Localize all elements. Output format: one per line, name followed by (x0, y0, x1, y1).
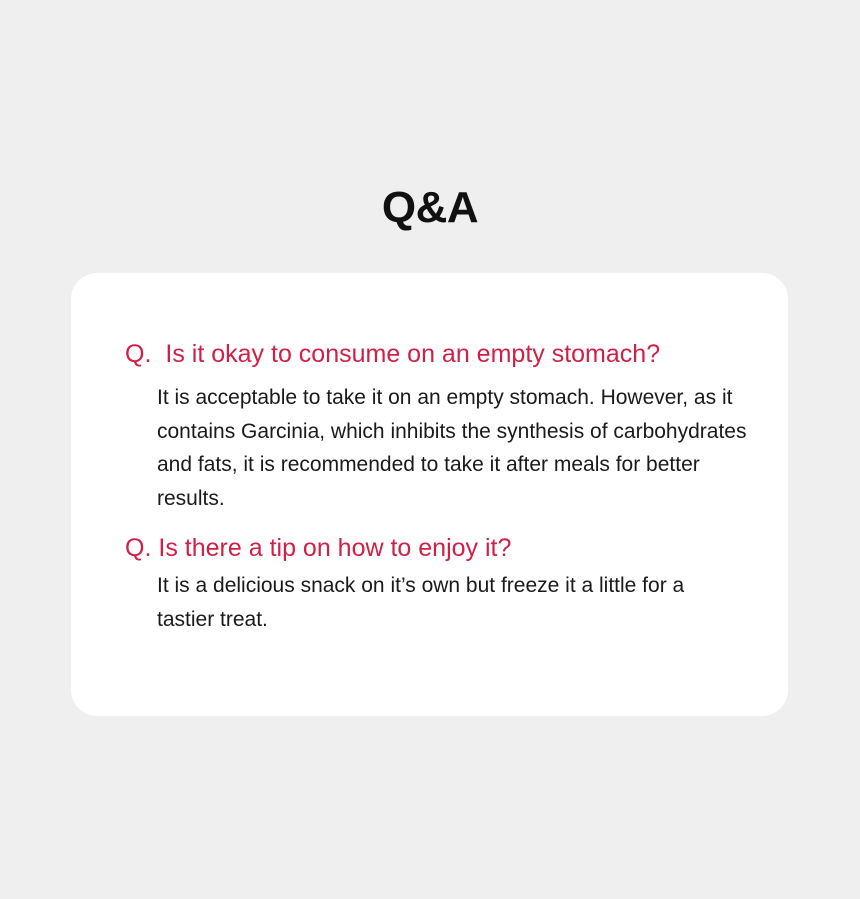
qa-item (125, 337, 765, 515)
question-text: Is it okay to consume on an empty stomach? (165, 340, 661, 368)
qa-card (71, 273, 788, 716)
question-prefix: Q. (125, 534, 152, 562)
answer-text: It is acceptable to take it on an empty stomach. However, as it contains Garcinia, which inhibits the synthesis of carbohydrates and fats, it is recommended to take it after meals for better results. (157, 386, 747, 510)
question-heading (125, 337, 765, 371)
question-heading (125, 531, 765, 565)
page-title: Q&A (381, 183, 479, 232)
question-text: Is there a tip on how to enjoy it? (158, 534, 512, 562)
answer-text: It is a delicious snack on it’s own but freeze it a little for a tastier treat. (157, 574, 685, 631)
qa-item (125, 531, 765, 636)
question-prefix: Q. (125, 340, 152, 368)
